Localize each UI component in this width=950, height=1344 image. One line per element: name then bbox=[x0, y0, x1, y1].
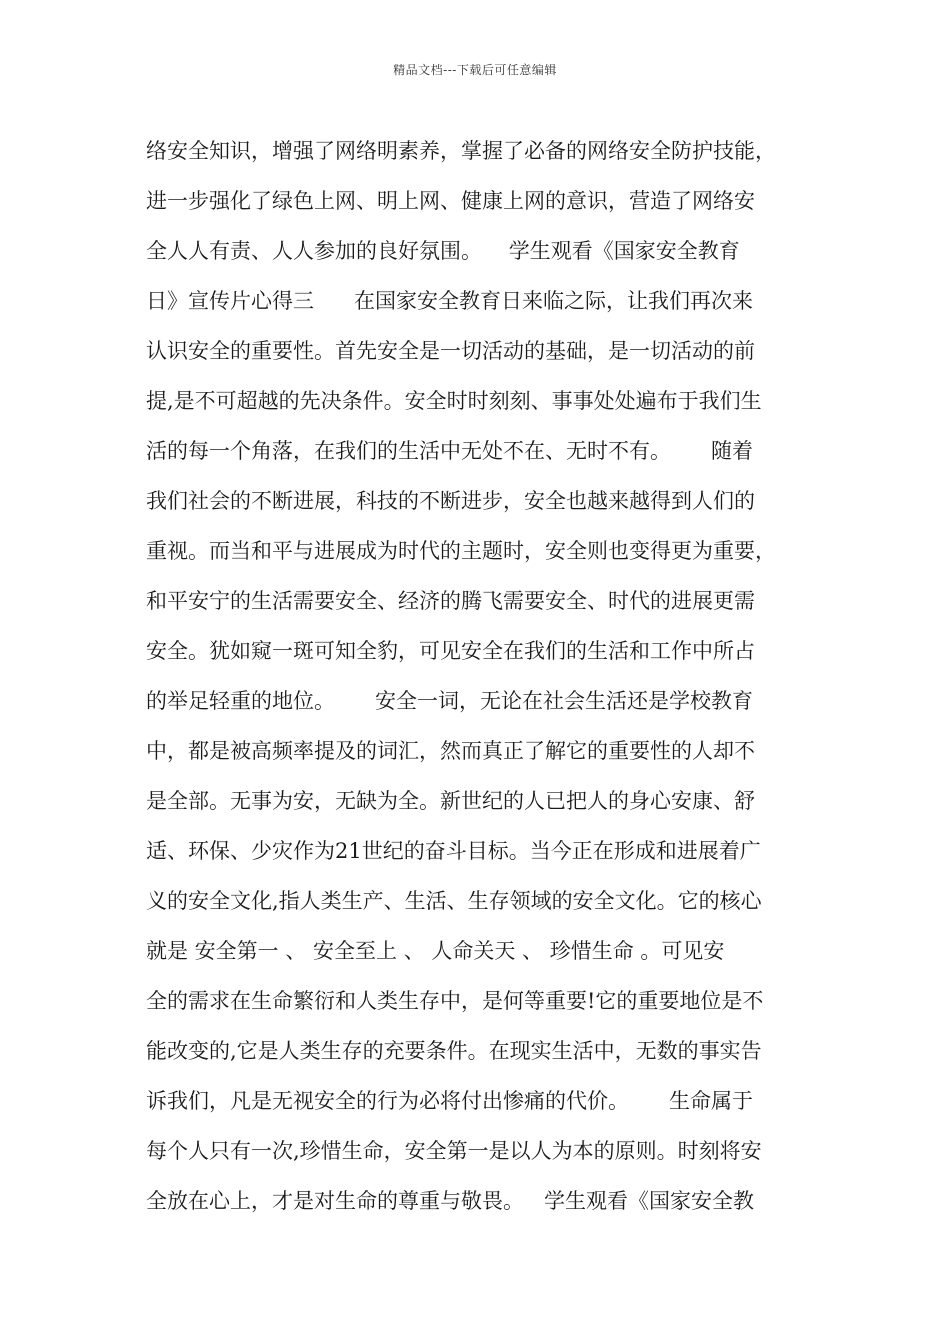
text-line: 提,是不可超越的先决条件。安全时时刻刻、事事处处遍布于我们生 bbox=[146, 389, 762, 413]
text-line: 络安全知识，增强了网络明素养，掌握了必备的网络安全防护技能， bbox=[146, 139, 776, 163]
text-line: 进一步强化了绿色上网、明上网、健康上网的意识，营造了网络安 bbox=[146, 189, 755, 213]
text-line: 安全。犹如窥一斑可知全豹，可见安全在我们的生活和工作中所占 bbox=[146, 639, 755, 663]
text-line: 活的每一个角落，在我们的生活中无处不在、无时不有。 随着 bbox=[146, 439, 754, 463]
text-line: 适、环保、少灾作为21世纪的奋斗目标。当今正在形成和进展着广 bbox=[146, 839, 761, 863]
text-line: 和平安宁的生活需要安全、经济的腾飞需要安全、时代的进展更需 bbox=[146, 589, 755, 613]
text-line: 能改变的,它是人类生存的充要条件。在现实生活中，无数的事实告 bbox=[146, 1039, 762, 1063]
text-line: 中，都是被高频率提及的词汇，然而真正了解它的重要性的人却不 bbox=[146, 739, 755, 763]
document-body bbox=[146, 126, 816, 1226]
text-line: 全放在心上，才是对生命的尊重与敬畏。 学生观看《国家安全教 bbox=[146, 1189, 755, 1213]
page-header: 精品文档---下载后可任意编辑 bbox=[393, 63, 557, 77]
text-line: 诉我们，凡是无视安全的行为必将付出惨痛的代价。 生命属于 bbox=[146, 1089, 754, 1113]
text-line: 全的需求在生命繁衍和人类生存中，是何等重要!它的重要地位是不 bbox=[146, 989, 764, 1013]
text-line: 是全部。无事为安，无缺为全。新世纪的人已把人的身心安康、舒 bbox=[146, 789, 755, 813]
text-line: 重视。而当和平与进展成为时代的主题时，安全则也变得更为重要， bbox=[146, 539, 776, 563]
text-line: 义的安全文化,指人类生产、生活、生存领域的安全文化。它的核心 bbox=[146, 889, 762, 913]
text-line: 的举足轻重的地位。 安全一词，无论在社会生活还是学校教育 bbox=[146, 689, 754, 713]
text-line: 日》宣传片心得三 在国家安全教育日来临之际，让我们再次来 bbox=[146, 289, 754, 313]
text-line: 认识安全的重要性。首先安全是一切活动的基础，是一切活动的前 bbox=[146, 339, 755, 363]
text-line: 我们社会的不断进展，科技的不断进步，安全也越来越得到人们的 bbox=[146, 489, 755, 513]
text-line: 全人人有责、人人参加的良好氛围。 学生观看《国家安全教育 bbox=[146, 239, 740, 263]
text-line: 就是 安全第一 、 安全至上 、 人命关天 、 珍惜生命 。可见安 bbox=[146, 939, 725, 963]
text-line: 每个人只有一次,珍惜生命，安全第一是以人为本的原则。时刻将安 bbox=[146, 1139, 762, 1163]
